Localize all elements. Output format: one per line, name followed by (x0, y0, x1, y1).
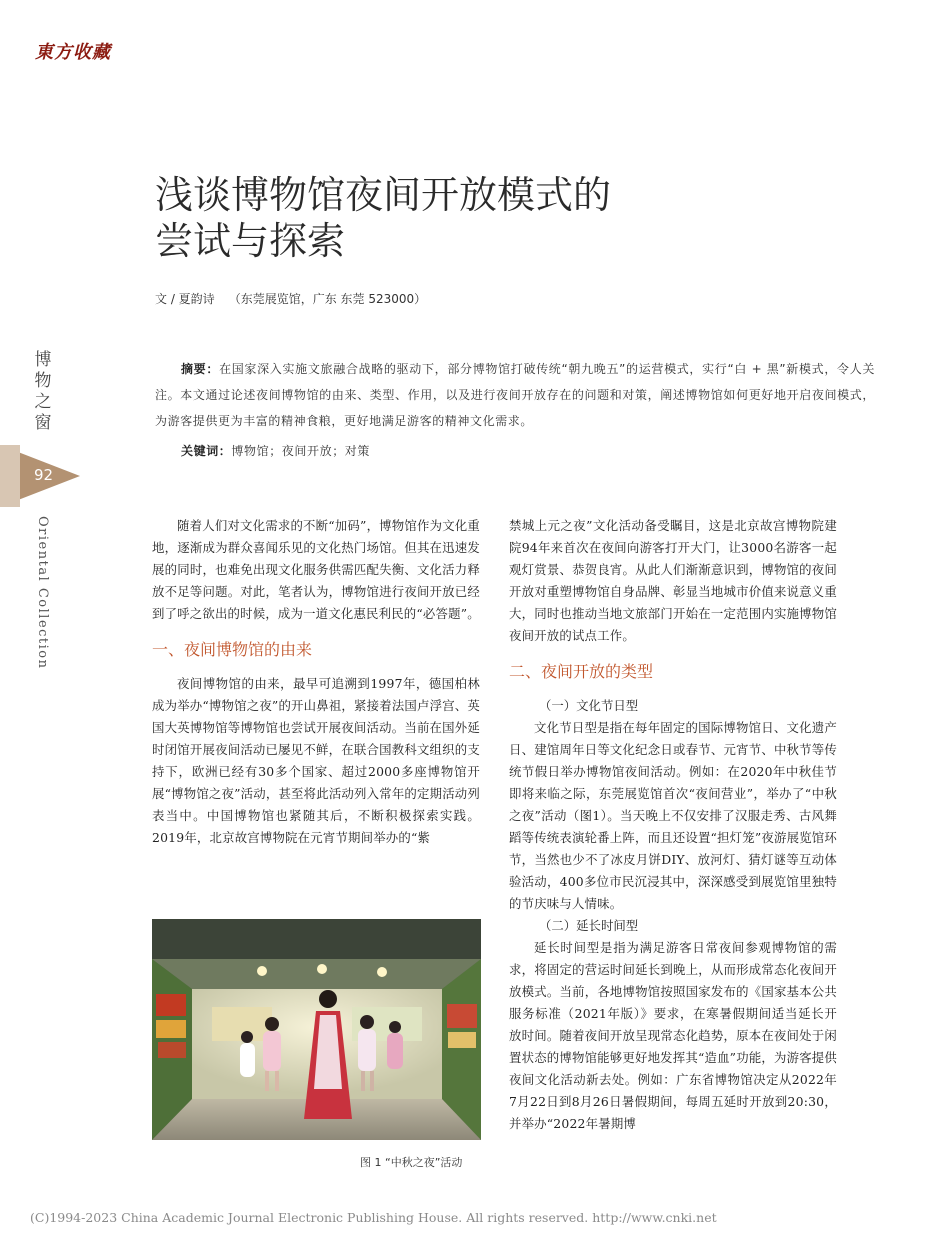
sidebar-char: 之 (34, 392, 52, 412)
abstract-label: 摘要： (181, 362, 220, 376)
right-column (509, 515, 837, 1135)
affiliation: （东莞展览馆，广东 东莞 523000） (228, 292, 427, 306)
continuation-paragraph: 禁城上元之夜”文化活动备受瞩目，这是北京故宫博物院建院94年来首次在夜间向游客打开大门，让3000名游客一起观灯赏景、恭贺良宵。从此人们渐渐意识到，博物馆的夜间开放对重塑博物馆自身品牌、彰显当地城市价值来说意义重大，同时也推动当地文旅部门开始在一定范围内实施博物馆夜间开放的试点工作。 (509, 518, 837, 643)
sidebar-char: 窗 (34, 413, 52, 433)
keywords-text: 博物馆；夜间开放；对策 (231, 444, 371, 458)
subsection-1-paragraph: 文化节日型是指在每年固定的国际博物馆日、文化遗产日、建馆周年日等文化纪念日或春节、元宵节、中秋节等传统节假日举办博物馆夜间活动。例如：在2020年中秋佳节即将来临之际，东莞展览馆首次“夜间营业”，举办了“中秋之夜”活动（图1）。当天晚上不仅安排了汉服走秀、古风舞蹈等传统表演轮番上阵，而且还设置“担灯笼”夜游展览馆环节，当然也少不了冰皮月饼DIY、放河灯、猜灯谜等互动体验活动，400多位市民沉浸其中，深深感受到展览馆里独特的节庆味与人情味。 (509, 720, 837, 911)
figure-1-caption: 图 1 “中秋之夜”活动 (360, 1156, 463, 1169)
sidebar-section-title (33, 350, 53, 434)
author: 文 / 夏韵诗 (155, 292, 215, 306)
journal-brand-logo: 東方收藏 (35, 42, 111, 63)
photo-illustration (152, 919, 481, 1140)
title-line-2: 尝试与探索 (155, 219, 346, 263)
section-1-heading: 一、夜间博物馆的由来 (152, 640, 313, 659)
subsection-2-heading: （二）延长时间型 (539, 918, 639, 933)
page-tab-inner (0, 445, 20, 507)
sidebar-english-title (35, 516, 50, 670)
title-line-1: 浅谈博物馆夜间开放模式的 (155, 173, 612, 217)
sidebar-char: 物 (34, 371, 52, 391)
sidebar-english-text: Oriental Collection (35, 516, 50, 670)
figure-1-photo (152, 919, 481, 1140)
article-title (155, 172, 775, 264)
section-2-heading: 二、夜间开放的类型 (509, 662, 654, 681)
subsection-1-heading: （一）文化节日型 (539, 698, 639, 713)
keywords-label: 关键词： (181, 444, 232, 458)
abstract-block (155, 356, 875, 464)
keywords (155, 438, 875, 464)
page-number: 92 (34, 466, 54, 484)
subsection-2-paragraph: 延长时间型是指为满足游客日常夜间参观博物馆的需求，将固定的营运时间延长到晚上，从而形成常态化夜间开放模式。当前，各地博物馆按照国家发布的《国家基本公共服务标准（2021年版）》要求，在寒暑假期间适当延长开放时间。随着夜间开放呈现常态化趋势，原本在夜间处于闲置状态的博物馆能够更好地发挥其“造血”功能，为游客提供夜间文化活动新去处。例如：广东省博物馆决定从2022年7月22日到8月26日暑假期间，每周五延时开放到20:30，并举办“2022年暑期博 (509, 940, 837, 1131)
abstract-text: 在国家深入实施文旅融合战略的驱动下，部分博物馆打破传统“朝九晚五”的运营模式，实行“白 + 黑”新模式，令人关注。本文通过论述夜间博物馆的由来、类型、作用，以及进行夜间开放存在的问题和对策，阐述博物馆如何更好地开启夜间模式，为游客提供更为丰富的精神食粮，更好地满足游客的精神文化需求。 (155, 362, 875, 428)
byline (155, 290, 426, 307)
left-column (152, 515, 480, 849)
abstract (155, 356, 875, 434)
sidebar-char: 博 (34, 350, 52, 370)
copyright-footer: (C)1994-2023 China Academic Journal Electronic Publishing House. All rights reserved. http://www.cnki.net (30, 1210, 717, 1225)
intro-paragraph: 随着人们对文化需求的不断“加码”，博物馆作为文化重地，逐渐成为群众喜闻乐见的文化热门场馆。但其在迅速发展的同时，也难免出现文化服务供需匹配失衡、文化活力释放不足等问题。对此，笔者认为，博物馆进行夜间开放已经到了呼之欲出的时候，成为一道文化惠民利民的“必答题”。 (152, 518, 480, 621)
section-1-paragraph: 夜间博物馆的由来，最早可追溯到1997年，德国柏林成为举办“博物馆之夜”的开山鼻祖，紧接着法国卢浮宫、英国大英博物馆等博物馆也尝试开展夜间活动。当前在国外延时闭馆开展夜间活动已屡见不鲜，在联合国教科文组织的支持下，欧洲已经有30多个国家、超过2000多座博物馆开展“博物馆之夜”活动，甚至将此活动列入常年的定期活动列表当中。中国博物馆也紧随其后，不断积极探索实践。2019年，北京故宫博物院在元宵节期间举办的“紫 (152, 676, 480, 845)
